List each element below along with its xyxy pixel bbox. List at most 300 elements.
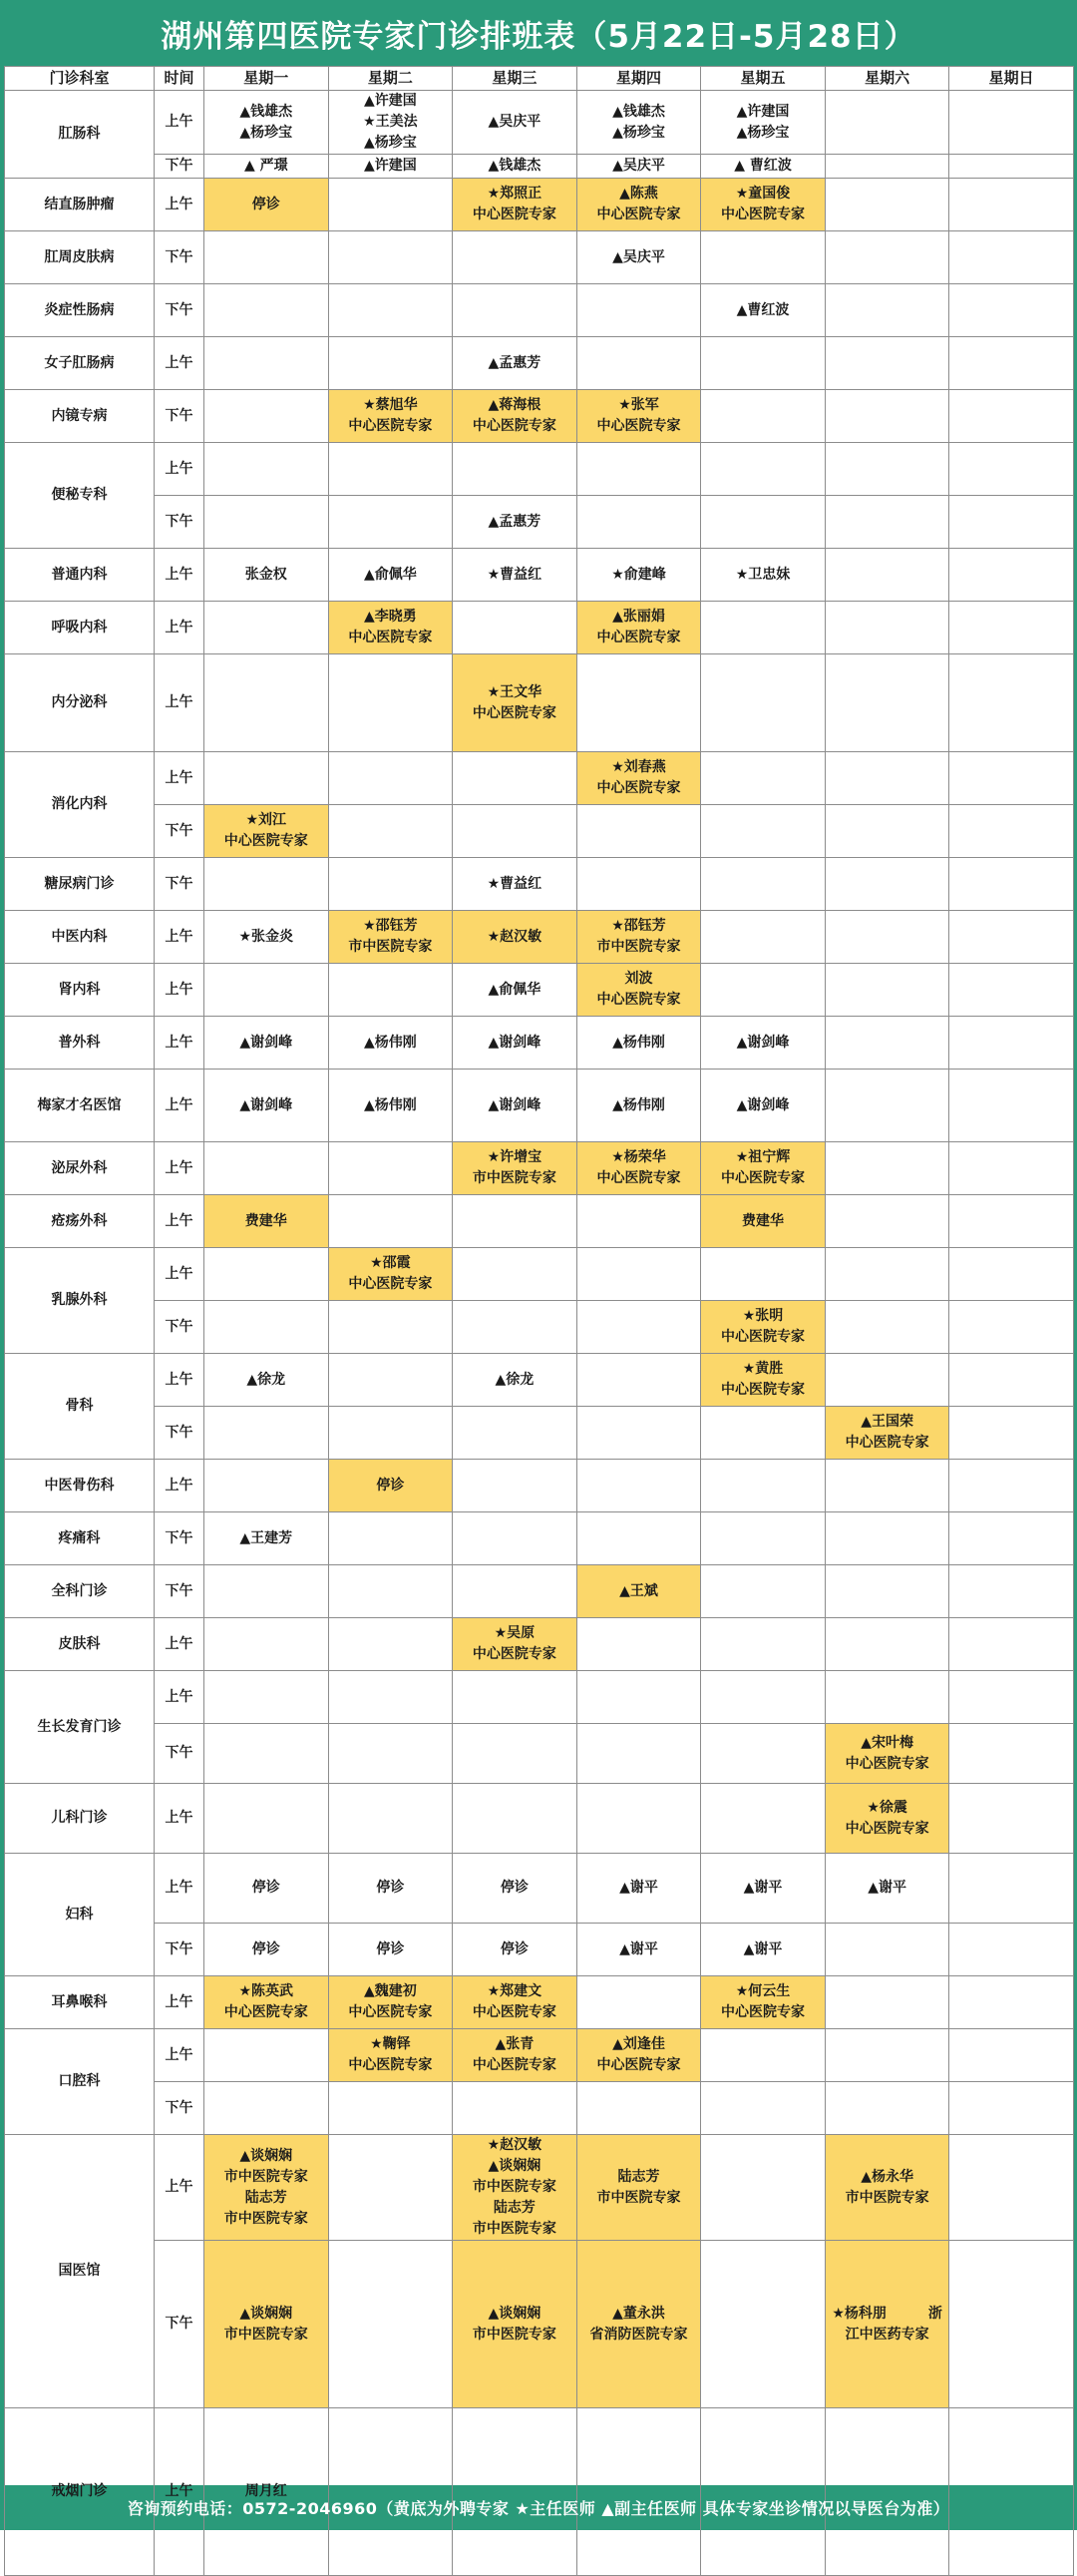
doctor-entry: 市中医院专家 <box>596 939 681 955</box>
schedule-cell <box>453 1460 577 1512</box>
schedule-cell <box>701 1460 826 1512</box>
doctor-entry: 中心医院专家 <box>845 1435 929 1451</box>
schedule-cell <box>453 1017 577 1070</box>
department-name: 口腔科 <box>5 2029 155 2135</box>
schedule-cell <box>453 91 577 155</box>
schedule-cell <box>328 1301 453 1354</box>
session-time: 上午 <box>155 1070 204 1142</box>
schedule-cell <box>328 1354 453 1407</box>
doctor-entry: ▲吴庆平 <box>612 248 665 265</box>
schedule-cell <box>576 1512 701 1565</box>
schedule-cell <box>328 2082 453 2135</box>
doctor-entry: ▲徐龙 <box>246 1371 286 1388</box>
table-row <box>5 1784 1074 1854</box>
table-row <box>5 390 1074 443</box>
doctor-entry: ▲许建国 <box>363 158 417 174</box>
doctor-entry: ▲吴庆平 <box>488 114 541 130</box>
department-name: 儿科门诊 <box>5 1784 155 1854</box>
doctor-entry: ▲张丽娟 <box>612 609 665 625</box>
doctor-entry: 中心医院专家 <box>721 1170 806 1186</box>
schedule-cell <box>204 2082 329 2135</box>
schedule-cell <box>576 443 701 496</box>
doctor-entry: 中心医院专家 <box>596 992 681 1008</box>
department-name: 结直肠肿瘤 <box>5 179 155 231</box>
doctor-entry: ★许增宝 <box>487 1149 542 1165</box>
table-row <box>5 752 1074 805</box>
schedule-cell <box>328 1618 453 1671</box>
doctor-entry: 中心医院专家 <box>472 2004 556 2020</box>
doctor-entry: ★卫忠妹 <box>735 566 791 583</box>
schedule-cell <box>453 602 577 654</box>
schedule-cell <box>204 1407 329 1460</box>
doctor-entry: ▲谈娴娴 <box>239 2147 293 2164</box>
schedule-cell <box>453 964 577 1017</box>
department-name: 泌尿外科 <box>5 1142 155 1195</box>
schedule-cell <box>825 752 949 805</box>
schedule-cell <box>328 1512 453 1565</box>
department-name: 肛肠科 <box>5 91 155 179</box>
doctor-entry: 停诊 <box>376 1880 405 1896</box>
schedule-cell <box>949 1976 1074 2029</box>
doctor-entry: ▲钱雄杰 <box>488 158 541 174</box>
schedule-cell <box>949 337 1074 390</box>
doctor-entry: 中心医院专家 <box>721 1329 806 1345</box>
schedule-cell <box>328 337 453 390</box>
schedule-cell <box>576 284 701 337</box>
session-time: 上午 <box>155 1460 204 1512</box>
schedule-cell <box>825 2135 949 2241</box>
doctor-entry: ▲宋叶梅 <box>861 1734 913 1751</box>
session-time: 下午 <box>155 390 204 443</box>
schedule-cell <box>453 1407 577 1460</box>
schedule-table-wrap <box>4 66 1073 2499</box>
schedule-cell <box>825 390 949 443</box>
department-name: 普通内科 <box>5 549 155 602</box>
schedule-cell <box>453 1512 577 1565</box>
schedule-cell <box>453 443 577 496</box>
doctor-entry: ▲谈娴娴 <box>239 2305 293 2322</box>
schedule-cell <box>825 1854 949 1924</box>
department-name: 中医内科 <box>5 911 155 964</box>
schedule-cell <box>204 179 329 231</box>
table-row <box>5 2082 1074 2135</box>
schedule-cell <box>949 1724 1074 1784</box>
page-title: 湖州第四医院专家门诊排班表（5月22日-5月28日） <box>161 18 916 55</box>
doctor-entry: ★邵霞 <box>370 1255 411 1271</box>
doctor-entry: ▲蒋海根 <box>488 397 541 413</box>
schedule-cell <box>825 1460 949 1512</box>
schedule-cell <box>204 337 329 390</box>
schedule-cell <box>825 443 949 496</box>
schedule-cell <box>949 2082 1074 2135</box>
table-row <box>5 1512 1074 1565</box>
schedule-cell <box>825 1070 949 1142</box>
schedule-cell <box>576 1070 701 1142</box>
doctor-entry: 省消防医院专家 <box>589 2326 688 2343</box>
doctor-entry: ▲谢平 <box>743 1940 783 1957</box>
schedule-cell <box>701 1854 826 1924</box>
schedule-cell <box>949 496 1074 549</box>
table-row <box>5 1724 1074 1784</box>
schedule-cell <box>701 284 826 337</box>
table-row <box>5 2135 1074 2241</box>
schedule-cell <box>576 2082 701 2135</box>
session-time: 上午 <box>155 1671 204 1724</box>
schedule-cell <box>204 911 329 964</box>
schedule-cell <box>825 1017 949 1070</box>
doctor-entry: ★邵钰芳 <box>363 918 418 934</box>
doctor-entry: ▲徐龙 <box>495 1371 535 1388</box>
schedule-cell <box>328 2241 453 2408</box>
doctor-entry: 停诊 <box>376 1940 405 1957</box>
table-row <box>5 1248 1074 1301</box>
doctor-entry: 刘波 <box>624 971 653 987</box>
doctor-entry: ★蔡旭华 <box>363 397 418 413</box>
schedule-cell <box>825 155 949 179</box>
schedule-cell <box>949 1671 1074 1724</box>
schedule-cell <box>825 337 949 390</box>
department-name: 肛周皮肤病 <box>5 231 155 284</box>
session-time: 上午 <box>155 602 204 654</box>
schedule-cell <box>949 390 1074 443</box>
department-name: 乳腺外科 <box>5 1248 155 1354</box>
schedule-cell <box>204 602 329 654</box>
schedule-cell <box>453 284 577 337</box>
doctor-entry: ▲谢剑峰 <box>488 1096 541 1113</box>
doctor-entry: ▲钱雄杰 <box>612 103 665 120</box>
schedule-cell <box>453 179 577 231</box>
schedule-cell <box>949 1784 1074 1854</box>
session-time: 上午 <box>155 1976 204 2029</box>
table-row <box>5 1671 1074 1724</box>
doctor-entry: ★王美法 <box>363 114 418 130</box>
schedule-cell <box>825 231 949 284</box>
department-name: 耳鼻喉科 <box>5 1976 155 2029</box>
schedule-cell <box>701 337 826 390</box>
schedule-cell <box>453 1618 577 1671</box>
schedule-cell <box>453 1301 577 1354</box>
schedule-cell <box>576 1248 701 1301</box>
doctor-entry: 中心医院专家 <box>223 2004 308 2020</box>
schedule-cell <box>453 858 577 911</box>
table-row <box>5 155 1074 179</box>
schedule-cell <box>701 496 826 549</box>
doctor-entry: ★王文华 <box>487 683 542 700</box>
schedule-cell <box>825 179 949 231</box>
schedule-cell <box>576 1565 701 1618</box>
schedule-cell <box>204 1724 329 1784</box>
schedule-cell <box>576 390 701 443</box>
schedule-cell <box>576 1142 701 1195</box>
doctor-entry: 中心医院专家 <box>472 2057 556 2073</box>
doctor-entry: ▲钱雄杰 <box>239 103 293 120</box>
session-time: 上午 <box>155 1618 204 1671</box>
session-time: 上午 <box>155 1142 204 1195</box>
header-monday: 星期一 <box>204 67 329 91</box>
department-name: 中医骨伤科 <box>5 1460 155 1512</box>
schedule-cell <box>204 1854 329 1924</box>
header-friday: 星期五 <box>701 67 826 91</box>
table-row <box>5 911 1074 964</box>
schedule-cell <box>825 1565 949 1618</box>
session-time: 上午 <box>155 2135 204 2241</box>
session-time: 上午 <box>155 1017 204 1070</box>
doctor-entry: ★张金炎 <box>238 928 294 945</box>
session-time: 上午 <box>155 2029 204 2082</box>
department-name: 生长发育门诊 <box>5 1671 155 1784</box>
schedule-cell <box>701 911 826 964</box>
schedule-cell <box>701 443 826 496</box>
doctor-entry: 中心医院专家 <box>596 2057 681 2073</box>
schedule-cell <box>825 602 949 654</box>
schedule-cell <box>701 1512 826 1565</box>
schedule-cell <box>576 496 701 549</box>
schedule-cell <box>701 231 826 284</box>
doctor-entry: ★赵汉敏 <box>487 928 542 945</box>
schedule-cell <box>949 1460 1074 1512</box>
schedule-cell <box>949 1407 1074 1460</box>
schedule-cell <box>453 390 577 443</box>
schedule-cell <box>949 1924 1074 1976</box>
doctor-entry: ▲王斌 <box>619 1582 658 1599</box>
schedule-cell <box>701 1301 826 1354</box>
schedule-cell <box>949 1195 1074 1248</box>
doctor-entry: ▲杨珍宝 <box>736 124 790 141</box>
schedule-cell <box>204 390 329 443</box>
schedule-cell <box>576 602 701 654</box>
doctor-entry: 陆志芳 <box>493 2200 536 2216</box>
doctor-entry: 停诊 <box>500 1940 529 1957</box>
doctor-entry: ▲李晓勇 <box>363 609 417 625</box>
schedule-cell <box>825 1618 949 1671</box>
doctor-entry: 中心医院专家 <box>845 1820 929 1837</box>
table-row <box>5 1976 1074 2029</box>
schedule-cell <box>204 496 329 549</box>
doctor-entry: 市中医院专家 <box>845 2189 929 2206</box>
schedule-cell <box>453 1070 577 1142</box>
schedule-cell <box>576 805 701 858</box>
header-tuesday: 星期二 <box>328 67 453 91</box>
doctor-entry: 周月红 <box>244 2483 287 2499</box>
schedule-cell <box>825 2082 949 2135</box>
schedule-cell <box>701 1248 826 1301</box>
footer-contact: 咨询预约电话：0572-2046960（黄底为外聘专家 ★主任医师 ▲副主任医师 具体专家坐诊情况以导医台为准） <box>127 2499 950 2518</box>
schedule-cell <box>204 654 329 752</box>
table-row <box>5 1924 1074 1976</box>
doctor-entry: ▲ 曹红波 <box>734 158 792 174</box>
table-row <box>5 858 1074 911</box>
schedule-cell <box>328 284 453 337</box>
schedule-cell <box>949 179 1074 231</box>
schedule-cell <box>701 858 826 911</box>
department-name: 普外科 <box>5 1017 155 1070</box>
doctor-entry: ▲刘逢佳 <box>612 2036 665 2052</box>
schedule-cell <box>328 390 453 443</box>
doctor-entry: ★童国俊 <box>735 186 791 202</box>
table-row <box>5 496 1074 549</box>
schedule-cell <box>825 1512 949 1565</box>
schedule-cell <box>949 91 1074 155</box>
schedule-cell <box>328 231 453 284</box>
schedule-cell <box>576 155 701 179</box>
doctor-entry: ▲董永洪 <box>612 2305 665 2322</box>
table-row <box>5 1460 1074 1512</box>
schedule-body <box>5 91 1074 2576</box>
table-row <box>5 1070 1074 1142</box>
session-time: 上午 <box>155 964 204 1017</box>
schedule-cell <box>701 1407 826 1460</box>
schedule-cell <box>949 1248 1074 1301</box>
schedule-cell <box>576 1671 701 1724</box>
session-time: 下午 <box>155 1724 204 1784</box>
schedule-cell <box>701 1924 826 1976</box>
doctor-entry: ▲谢剑峰 <box>239 1034 293 1051</box>
schedule-cell <box>825 1924 949 1976</box>
doctor-entry: ▲王建芳 <box>239 1529 293 1546</box>
schedule-cell <box>576 911 701 964</box>
schedule-cell <box>453 752 577 805</box>
session-time: 下午 <box>155 2082 204 2135</box>
doctor-entry: 市中医院专家 <box>472 1170 556 1186</box>
session-time: 上午 <box>155 911 204 964</box>
doctor-entry: ▲张青 <box>495 2036 535 2052</box>
session-time: 上午 <box>155 654 204 752</box>
session-time: 下午 <box>155 284 204 337</box>
session-time: 下午 <box>155 1301 204 1354</box>
schedule-cell <box>701 1976 826 2029</box>
schedule-cell <box>328 805 453 858</box>
schedule-cell <box>825 1248 949 1301</box>
table-row <box>5 443 1074 496</box>
schedule-cell <box>328 602 453 654</box>
header-wednesday: 星期三 <box>453 67 577 91</box>
schedule-cell <box>701 390 826 443</box>
table-row <box>5 337 1074 390</box>
session-time: 上午 <box>155 2408 204 2576</box>
session-time: 下午 <box>155 1512 204 1565</box>
session-time: 上午 <box>155 752 204 805</box>
doctor-entry: 市中医院专家 <box>472 2326 556 2343</box>
schedule-cell <box>453 1854 577 1924</box>
schedule-cell <box>825 1407 949 1460</box>
doctor-entry: 中心医院专家 <box>596 418 681 434</box>
doctor-entry: ★张军 <box>618 397 659 413</box>
schedule-cell <box>453 549 577 602</box>
schedule-cell <box>701 91 826 155</box>
schedule-cell <box>576 858 701 911</box>
doctor-entry: 停诊 <box>251 1940 280 1957</box>
doctor-entry: 中心医院专家 <box>348 630 433 645</box>
doctor-entry: 中心医院专家 <box>348 2004 433 2020</box>
schedule-cell <box>576 1618 701 1671</box>
schedule-cell <box>701 179 826 231</box>
doctor-entry: ▲杨伟刚 <box>612 1096 665 1113</box>
department-name: 炎症性肠病 <box>5 284 155 337</box>
schedule-cell <box>576 231 701 284</box>
schedule-cell <box>949 1512 1074 1565</box>
schedule-cell <box>949 2241 1074 2408</box>
schedule-cell <box>453 911 577 964</box>
schedule-cell <box>328 91 453 155</box>
doctor-entry: 中心医院专家 <box>721 207 806 222</box>
schedule-cell <box>576 1407 701 1460</box>
schedule-cell <box>949 858 1074 911</box>
table-row <box>5 231 1074 284</box>
doctor-entry: 中心医院专家 <box>472 418 556 434</box>
schedule-cell <box>204 231 329 284</box>
schedule-cell <box>949 654 1074 752</box>
doctor-entry: ▲俞佩华 <box>488 981 541 998</box>
schedule-cell <box>328 1142 453 1195</box>
header-time: 时间 <box>155 67 204 91</box>
schedule-cell <box>204 1512 329 1565</box>
session-time: 下午 <box>155 2241 204 2408</box>
doctor-entry: 停诊 <box>251 196 280 213</box>
doctor-entry: ★杨荣华 <box>611 1149 666 1165</box>
doctor-entry: ▲魏建初 <box>363 1983 417 1999</box>
doctor-entry: 市中医院专家 <box>472 2221 556 2237</box>
table-row <box>5 1565 1074 1618</box>
doctor-entry: 费建华 <box>244 1212 287 1229</box>
schedule-cell <box>453 2241 577 2408</box>
department-name: 国医馆 <box>5 2135 155 2408</box>
schedule-cell <box>453 654 577 752</box>
schedule-cell <box>328 1671 453 1724</box>
schedule-cell <box>204 91 329 155</box>
doctor-entry: ▲许建国 <box>736 103 790 120</box>
doctor-entry: ★赵汉敏 <box>487 2137 542 2153</box>
schedule-cell <box>701 654 826 752</box>
schedule-cell <box>328 1854 453 1924</box>
schedule-cell <box>825 2241 949 2408</box>
department-name: 糖尿病门诊 <box>5 858 155 911</box>
schedule-cell <box>453 2029 577 2082</box>
schedule-cell <box>825 1724 949 1784</box>
schedule-cell <box>204 155 329 179</box>
schedule-cell <box>701 1142 826 1195</box>
schedule-cell <box>701 549 826 602</box>
doctor-entry: ▲ 严璟 <box>243 158 288 174</box>
schedule-cell <box>949 1301 1074 1354</box>
doctor-entry: ★刘江 <box>245 812 287 828</box>
schedule-cell <box>576 337 701 390</box>
table-row <box>5 1618 1074 1671</box>
table-row <box>5 2241 1074 2408</box>
doctor-entry: 中心医院专家 <box>596 1170 681 1186</box>
doctor-entry: 市中医院专家 <box>223 2326 308 2343</box>
schedule-cell <box>949 155 1074 179</box>
doctor-entry: ▲王国荣 <box>861 1414 913 1430</box>
department-name: 全科门诊 <box>5 1565 155 1618</box>
doctor-entry: 张金权 <box>244 566 287 583</box>
schedule-cell <box>825 91 949 155</box>
department-name: 便秘专科 <box>5 443 155 549</box>
schedule-cell <box>576 1354 701 1407</box>
doctor-entry: 中心医院专家 <box>845 1755 929 1772</box>
table-row <box>5 1407 1074 1460</box>
department-name: 疼痛科 <box>5 1512 155 1565</box>
header-department: 门诊科室 <box>5 67 155 91</box>
doctor-entry: ▲孟惠芳 <box>488 513 541 530</box>
doctor-entry: ▲谢剑峰 <box>488 1034 541 1051</box>
table-row <box>5 1017 1074 1070</box>
doctor-entry: ▲许建国 <box>363 93 417 109</box>
doctor-entry: ▲曹红波 <box>736 301 790 318</box>
table-row <box>5 1854 1074 1924</box>
department-name: 疮疡外科 <box>5 1195 155 1248</box>
doctor-entry: ▲谢剑峰 <box>736 1096 790 1113</box>
session-time: 上午 <box>155 1195 204 1248</box>
